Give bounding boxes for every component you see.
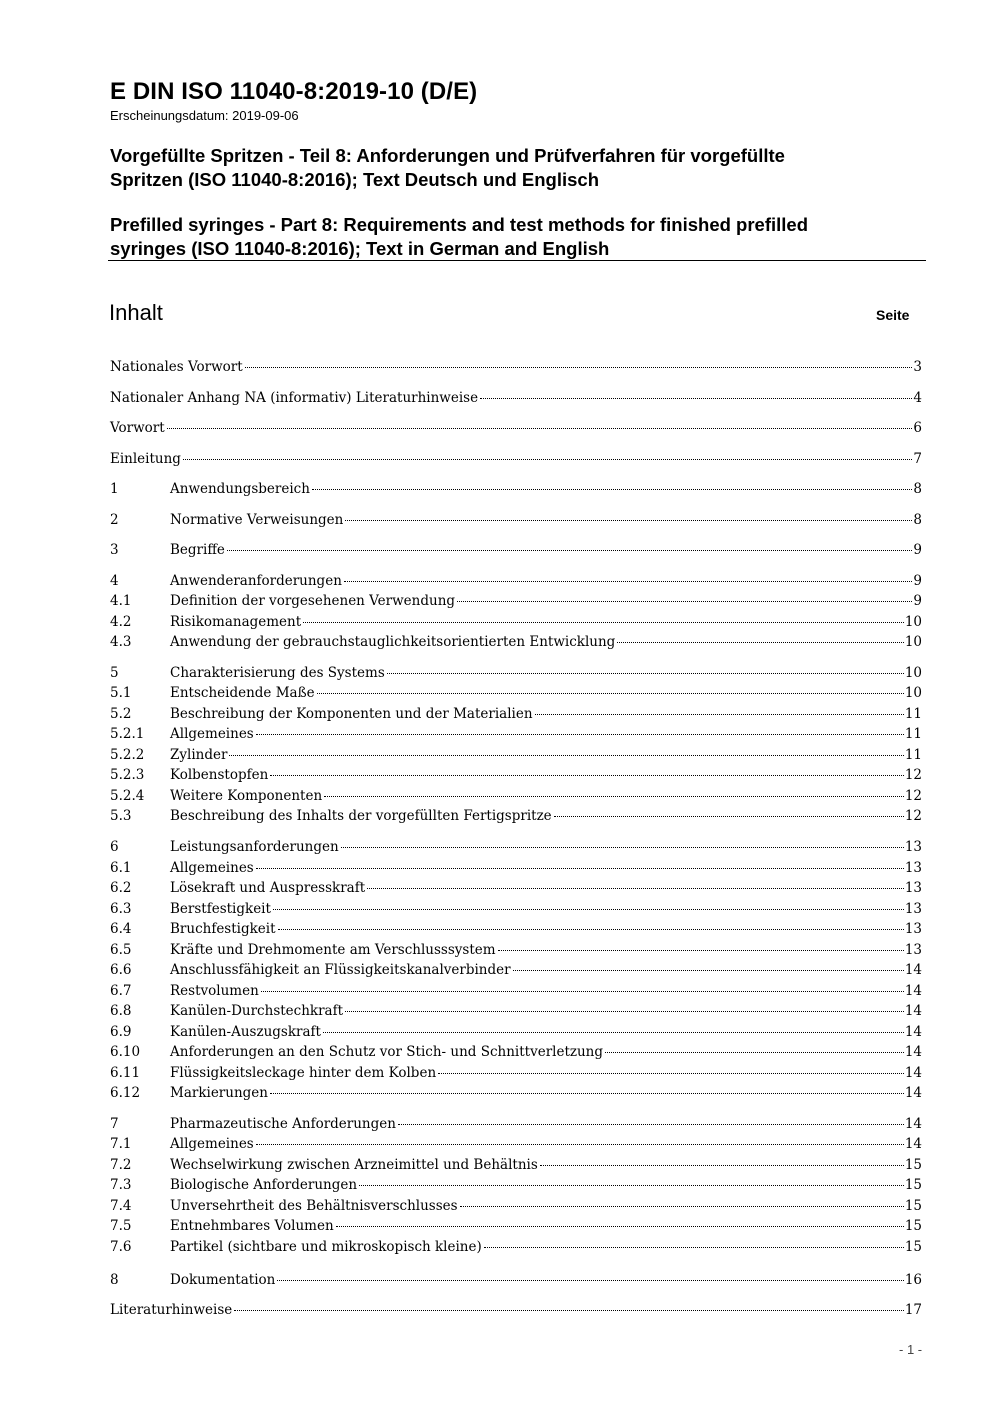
toc-entry[interactable]: [110, 1301, 922, 1320]
toc-entry-page: 6: [913, 420, 922, 436]
toc-entry[interactable]: [110, 1197, 922, 1216]
toc-dot-leader: [460, 1205, 904, 1207]
toc-entry-number: 5.2: [110, 706, 132, 722]
toc-entry[interactable]: [110, 1023, 922, 1042]
toc-entry[interactable]: [110, 1217, 922, 1236]
title-english-line-1: Prefilled syringes - Part 8: Requirements and test methods for finished prefilled: [110, 214, 809, 235]
toc-entry-number: 6.9: [110, 1024, 132, 1040]
title-german-line-2: Spritzen (ISO 11040-8:2016); Text Deutsch und Englisch: [110, 169, 600, 190]
toc-entry-title: Zylinder: [170, 747, 228, 763]
toc-entry-title: Berstfestigkeit: [170, 901, 271, 917]
toc-entry-number: 2: [110, 512, 119, 528]
toc-entry-number: 5: [110, 665, 119, 681]
toc-dot-leader: [317, 692, 904, 694]
toc-entry-page: 13: [904, 880, 922, 896]
toc-entry[interactable]: [110, 859, 922, 878]
toc-dot-leader: [303, 621, 904, 623]
toc-entry-title: Definition der vorgesehenen Verwendung: [170, 593, 456, 609]
toc-dot-leader: [498, 949, 904, 951]
toc-entry-page: 12: [904, 788, 922, 804]
toc-entry[interactable]: [110, 900, 922, 919]
toc-dot-leader: [234, 1309, 904, 1311]
toc-entry-number: 6.5: [110, 942, 132, 958]
toc-entry[interactable]: [110, 787, 922, 806]
toc-entry[interactable]: [110, 572, 922, 591]
toc-entry-number: 6.2: [110, 880, 132, 896]
toc-entry-title: Nationales Vorwort: [110, 359, 243, 375]
toc-dot-leader: [256, 867, 904, 869]
toc-entry-number: 6.3: [110, 901, 132, 917]
toc-entry-title: Normative Verweisungen: [170, 512, 344, 528]
toc-entry-title: Anwendungsbereich: [170, 481, 310, 497]
toc-entry-title: Biologische Anforderungen: [170, 1177, 358, 1193]
toc-dot-leader: [513, 969, 904, 971]
toc-entry-number: 5.2.4: [110, 788, 145, 804]
toc-dot-leader: [359, 1184, 904, 1186]
toc-dot-leader: [480, 397, 912, 399]
toc-dot-leader: [273, 908, 904, 910]
toc-entry-title: Anschlussfähigkeit an Flüssigkeitskanalverbinder: [170, 962, 511, 978]
toc-entry-page: 15: [904, 1157, 922, 1173]
toc-entry-page: 9: [913, 573, 922, 589]
toc-entry-title: Vorwort: [110, 420, 165, 436]
toc-entry-title: Pharmazeutische Anforderungen: [170, 1116, 396, 1132]
toc-entry-number: 6.10: [110, 1044, 141, 1060]
toc-entry-title: Kräfte und Drehmomente am Verschlusssystem: [170, 942, 496, 958]
toc-entry[interactable]: [110, 450, 922, 469]
toc-entry-number: 6.7: [110, 983, 132, 999]
toc-entry-page: 13: [904, 839, 922, 855]
toc-entry-title: Allgemeines: [170, 726, 254, 742]
toc-entry-number: 5.2.1: [110, 726, 145, 742]
toc-entry-page: 11: [904, 747, 922, 763]
toc-entry[interactable]: [110, 766, 922, 785]
toc-entry-title: Dokumentation: [170, 1272, 276, 1288]
toc-entry-page: 13: [904, 921, 922, 937]
toc-entry-number: 5.1: [110, 685, 132, 701]
toc-dot-leader: [341, 846, 904, 848]
toc-entry-number: 4.2: [110, 614, 132, 630]
toc-dot-leader: [398, 1123, 904, 1125]
toc-entry[interactable]: [110, 1238, 922, 1257]
document-id: E DIN ISO 11040-8:2019-10 (D/E): [110, 78, 478, 105]
toc-dot-leader: [367, 887, 904, 889]
toc-dot-leader: [167, 427, 913, 429]
toc-dot-leader: [256, 733, 904, 735]
toc-entry-page: 13: [904, 942, 922, 958]
toc-dot-leader: [312, 488, 912, 490]
toc-entry-number: 7.3: [110, 1177, 132, 1193]
toc-entry-title: Anwendung der gebrauchstauglichkeitsorientierten Entwicklung: [170, 634, 616, 650]
toc-dot-leader: [387, 672, 904, 674]
toc-dot-leader: [270, 1092, 904, 1094]
toc-entry[interactable]: [110, 1064, 922, 1083]
title-english-line-2: syringes (ISO 11040-8:2016); Text in German and English: [110, 238, 610, 259]
toc-dot-leader: [345, 519, 912, 521]
toc-dot-leader: [277, 1279, 903, 1281]
toc-dot-leader: [336, 1225, 904, 1227]
toc-entry-page: 14: [904, 1136, 922, 1152]
toc-entry-title: Allgemeines: [170, 1136, 254, 1152]
toc-entry-number: 7: [110, 1116, 119, 1132]
title-german-line-1: Vorgefüllte Spritzen - Teil 8: Anforderungen und Prüfverfahren für vorgefüllte: [110, 145, 785, 166]
toc-dot-leader: [617, 641, 903, 643]
toc-entry[interactable]: [110, 592, 922, 611]
toc-dot-leader: [438, 1072, 904, 1074]
toc-entry-number: 4.3: [110, 634, 132, 650]
toc-page-column-label: Seite: [876, 307, 910, 323]
toc-entry-page: 14: [904, 1116, 922, 1132]
toc-entry-page: 14: [904, 1003, 922, 1019]
toc-entry-number: 7.5: [110, 1218, 132, 1234]
toc-entry[interactable]: [110, 1115, 922, 1134]
toc-entry[interactable]: [110, 1176, 922, 1195]
toc-dot-leader: [540, 1164, 904, 1166]
toc-entry[interactable]: [110, 879, 922, 898]
toc-dot-leader: [323, 1031, 904, 1033]
toc-entry-page: 17: [904, 1302, 922, 1318]
page-number: - 1 -: [899, 1342, 923, 1357]
toc-entry-title: Unversehrtheit des Behältnisverschlusses: [170, 1198, 458, 1214]
toc-entry-page: 10: [904, 665, 922, 681]
toc-entry-number: 5.3: [110, 808, 132, 824]
toc-dot-leader: [278, 928, 904, 930]
toc-dot-leader: [605, 1051, 904, 1053]
toc-dot-leader: [535, 713, 904, 715]
toc-entry-number: 6: [110, 839, 119, 855]
toc-entry-page: 12: [904, 767, 922, 783]
toc-entry[interactable]: [110, 1043, 922, 1062]
toc-entry-title: Anwenderanforderungen: [170, 573, 342, 589]
toc-dot-leader: [324, 795, 904, 797]
toc-entry-page: 9: [913, 542, 922, 558]
toc-dot-leader: [457, 600, 912, 602]
toc-entry-title: Risikomanagement: [170, 614, 302, 630]
toc-entry[interactable]: [110, 920, 922, 939]
toc-entry[interactable]: [110, 961, 922, 980]
toc-entry-number: 7.1: [110, 1136, 132, 1152]
toc-entry-title: Bruchfestigkeit: [170, 921, 276, 937]
toc-dot-leader: [554, 815, 904, 817]
toc-entry-title: Kolbenstopfen: [170, 767, 269, 783]
toc-entry-title: Charakterisierung des Systems: [170, 665, 385, 681]
toc-entry-number: 7.6: [110, 1239, 132, 1255]
toc-entry[interactable]: [110, 1156, 922, 1175]
toc-entry-title: Weitere Komponenten: [170, 788, 323, 804]
toc-entry-page: 13: [904, 901, 922, 917]
toc-entry[interactable]: [110, 1135, 922, 1154]
title-german: [110, 144, 910, 192]
toc-entry-page: 15: [904, 1239, 922, 1255]
toc-entry-title: Lösekraft und Auspresskraft: [170, 880, 366, 896]
toc-entry-number: 6.1: [110, 860, 132, 876]
toc-dot-leader: [345, 1010, 904, 1012]
toc-entry[interactable]: [110, 982, 922, 1001]
toc-entry-title: Literaturhinweise: [110, 1302, 233, 1318]
toc-entry-title: Flüssigkeitsleckage hinter dem Kolben: [170, 1065, 437, 1081]
toc-entry-title: Nationaler Anhang NA (informativ) Literaturhinweise: [110, 390, 479, 406]
toc-entry-number: 5.2.2: [110, 747, 145, 763]
toc-entry-page: 8: [913, 512, 922, 528]
toc-entry-page: 9: [913, 593, 922, 609]
toc-entry[interactable]: [110, 511, 922, 530]
toc-entry-page: 10: [904, 685, 922, 701]
toc-entry-title: Kanülen-Auszugskraft: [170, 1024, 321, 1040]
toc-dot-leader: [270, 774, 904, 776]
toc-entry-number: 7.4: [110, 1198, 132, 1214]
toc-entry-number: 6.11: [110, 1065, 141, 1081]
toc-entry-page: 3: [913, 359, 922, 375]
toc-entry[interactable]: [110, 613, 922, 632]
toc-entry-page: 16: [904, 1272, 922, 1288]
publication-date: Erscheinungsdatum: 2019-09-06: [110, 108, 299, 123]
toc-dot-leader: [245, 366, 913, 368]
toc-dot-leader: [183, 458, 912, 460]
toc-entry-title: Leistungsanforderungen: [170, 839, 339, 855]
toc-entry-page: 15: [904, 1177, 922, 1193]
toc-entry-page: 7: [913, 451, 922, 467]
toc-entry[interactable]: [110, 541, 922, 560]
toc-entry[interactable]: [110, 807, 922, 826]
toc-entry-title: Begriffe: [170, 542, 225, 558]
title-divider: [108, 260, 926, 261]
toc-entry-number: 3: [110, 542, 119, 558]
toc-entry-page: 14: [904, 962, 922, 978]
toc-entry-page: 14: [904, 1085, 922, 1101]
toc-heading: Inhalt: [109, 300, 163, 325]
toc-dot-leader: [256, 1143, 904, 1145]
title-english: [110, 213, 910, 261]
toc-entry[interactable]: [110, 633, 922, 652]
toc-dot-leader: [261, 990, 904, 992]
toc-entry[interactable]: [110, 1271, 922, 1290]
toc-entry[interactable]: [110, 419, 922, 438]
toc-dot-leader: [227, 549, 913, 551]
toc-entry-title: Entscheidende Maße: [170, 685, 315, 701]
toc-entry[interactable]: [110, 941, 922, 960]
toc-entry-title: Beschreibung des Inhalts der vorgefüllten Fertigspritze: [170, 808, 552, 824]
toc-entry[interactable]: [110, 480, 922, 499]
toc-entry[interactable]: [110, 746, 922, 765]
toc-entry-page: 8: [913, 481, 922, 497]
toc-entry[interactable]: [110, 1002, 922, 1021]
toc-entry-page: 11: [904, 726, 922, 742]
toc-entry-title: Kanülen-Durchstechkraft: [170, 1003, 344, 1019]
toc-entry-page: 14: [904, 1044, 922, 1060]
toc-entry-number: 6.12: [110, 1085, 141, 1101]
toc-entry-page: 15: [904, 1218, 922, 1234]
toc-entry-title: Partikel (sichtbare und mikroskopisch kleine): [170, 1239, 482, 1255]
toc-entry[interactable]: [110, 358, 922, 377]
toc-entry-title: Allgemeines: [170, 860, 254, 876]
toc-entry-page: 14: [904, 1065, 922, 1081]
toc-entry-title: Einleitung: [110, 451, 181, 467]
toc-entry-title: Anforderungen an den Schutz vor Stich- und Schnittverletzung: [170, 1044, 604, 1060]
toc-entry-number: 7.2: [110, 1157, 132, 1173]
toc-entry-title: Markierungen: [170, 1085, 268, 1101]
toc-entry-title: Wechselwirkung zwischen Arzneimittel und Behältnis: [170, 1157, 538, 1173]
toc-dot-leader: [484, 1246, 904, 1248]
toc-entry[interactable]: [110, 705, 922, 724]
toc-entry-title: Beschreibung der Komponenten und der Materialien: [170, 706, 533, 722]
toc-entry-page: 10: [904, 634, 922, 650]
toc-entry-page: 13: [904, 860, 922, 876]
toc-entry-page: 12: [904, 808, 922, 824]
toc-entry-page: 10: [904, 614, 922, 630]
toc-entry-title: Restvolumen: [170, 983, 259, 999]
toc-entry-number: 6.4: [110, 921, 132, 937]
toc-entry-number: 6.8: [110, 1003, 132, 1019]
toc-dot-leader: [344, 580, 913, 582]
toc-entry-page: 14: [904, 1024, 922, 1040]
toc-entry-number: 5.2.3: [110, 767, 145, 783]
toc-entry-number: 4: [110, 573, 119, 589]
toc-entry-page: 14: [904, 983, 922, 999]
toc-entry[interactable]: [110, 1084, 922, 1103]
toc-entry[interactable]: [110, 664, 922, 683]
toc-entry-page: 15: [904, 1198, 922, 1214]
toc-entry-title: Entnehmbares Volumen: [170, 1218, 334, 1234]
toc-entry-number: 6.6: [110, 962, 132, 978]
toc-entry-page: 11: [904, 706, 922, 722]
toc-entry[interactable]: [110, 684, 922, 703]
toc-entry-number: 8: [110, 1272, 119, 1288]
toc-dot-leader: [229, 754, 903, 756]
toc-entry[interactable]: [110, 725, 922, 744]
toc-entry[interactable]: [110, 838, 922, 857]
toc-entry-number: 4.1: [110, 593, 132, 609]
toc-entry-number: 1: [110, 481, 119, 497]
toc-entry-page: 4: [913, 390, 922, 406]
toc-entry[interactable]: [110, 389, 922, 408]
